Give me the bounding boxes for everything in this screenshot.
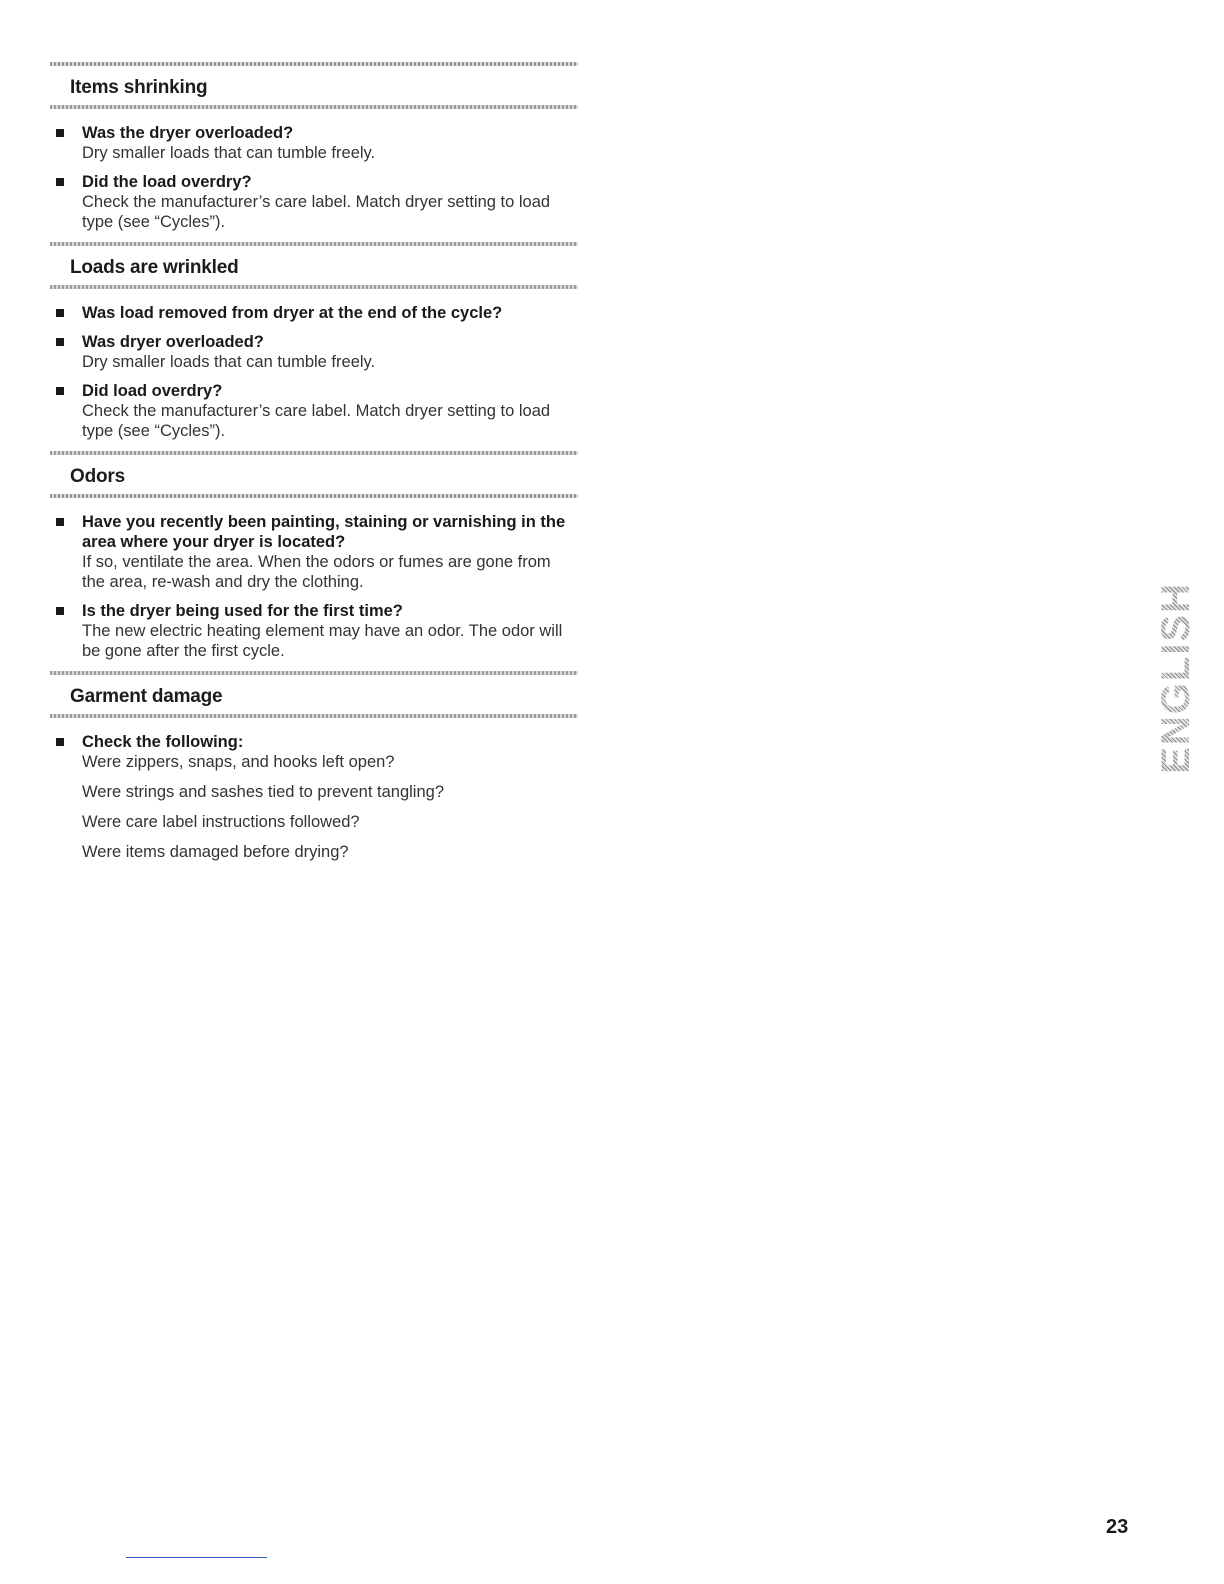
question-text: Have you recently been painting, staining or varnishing in the area where your dryer is located? — [82, 513, 566, 551]
question-text: Check the following: — [82, 733, 244, 751]
question-item — [50, 381, 578, 441]
language-tab — [1153, 566, 1198, 790]
question-list — [50, 303, 578, 441]
question-text: Was dryer overloaded? — [82, 333, 264, 351]
square-bullet-icon — [56, 309, 64, 317]
section-heading: Garment damage — [70, 686, 223, 707]
section — [50, 242, 578, 441]
square-bullet-icon — [56, 178, 64, 186]
answer-text: Were strings and sashes tied to prevent tangling? — [82, 783, 444, 801]
question-list — [50, 512, 578, 661]
question-list — [50, 123, 578, 232]
question-text: Was the dryer overloaded? — [82, 124, 294, 142]
section-bottom-rule — [50, 285, 578, 289]
page-number: 23 — [1106, 1516, 1129, 1538]
question-list — [50, 732, 578, 862]
square-bullet-icon — [56, 129, 64, 137]
answer-text: If so, ventilate the area. When the odors or fumes are gone from the area, re-wash and dry the clothing. — [82, 553, 551, 591]
section-heading: Odors — [70, 466, 125, 487]
question-text: Is the dryer being used for the first time? — [82, 602, 403, 620]
question-text: Was load removed from dryer at the end of the cycle? — [82, 304, 503, 322]
answer-text: Were items damaged before drying? — [82, 843, 349, 861]
question-item — [50, 512, 578, 592]
section-heading: Loads are wrinkled — [70, 257, 239, 278]
question-item — [50, 732, 578, 862]
square-bullet-icon — [56, 387, 64, 395]
answer-text: Were care label instructions followed? — [82, 813, 360, 831]
section-heading: Items shrinking — [70, 77, 208, 98]
question-item — [50, 123, 578, 163]
footer-rule — [126, 1557, 267, 1558]
section-bottom-rule — [50, 714, 578, 718]
question-item — [50, 303, 578, 323]
troubleshooting-content — [50, 62, 578, 872]
section-bottom-rule — [50, 105, 578, 109]
language-tab-label: ENGLISH — [1153, 582, 1198, 774]
section — [50, 451, 578, 661]
answer-text: Were zippers, snaps, and hooks left open? — [82, 753, 395, 771]
answer-text: Check the manufacturer’s care label. Match dryer setting to load type (see “Cycles”). — [82, 402, 551, 440]
section-bottom-rule — [50, 494, 578, 498]
question-item — [50, 601, 578, 661]
answer-text: Dry smaller loads that can tumble freely. — [82, 144, 376, 162]
section — [50, 62, 578, 232]
question-item — [50, 332, 578, 372]
square-bullet-icon — [56, 607, 64, 615]
answer-text: The new electric heating element may have an odor. The odor will be gone after the first cycle. — [82, 622, 563, 660]
answer-text: Check the manufacturer’s care label. Match dryer setting to load type (see “Cycles”). — [82, 193, 551, 231]
question-text: Did load overdry? — [82, 382, 223, 400]
section — [50, 671, 578, 862]
question-text: Did the load overdry? — [82, 173, 252, 191]
square-bullet-icon — [56, 738, 64, 746]
question-item — [50, 172, 578, 232]
answer-text: Dry smaller loads that can tumble freely. — [82, 353, 376, 371]
square-bullet-icon — [56, 338, 64, 346]
square-bullet-icon — [56, 518, 64, 526]
